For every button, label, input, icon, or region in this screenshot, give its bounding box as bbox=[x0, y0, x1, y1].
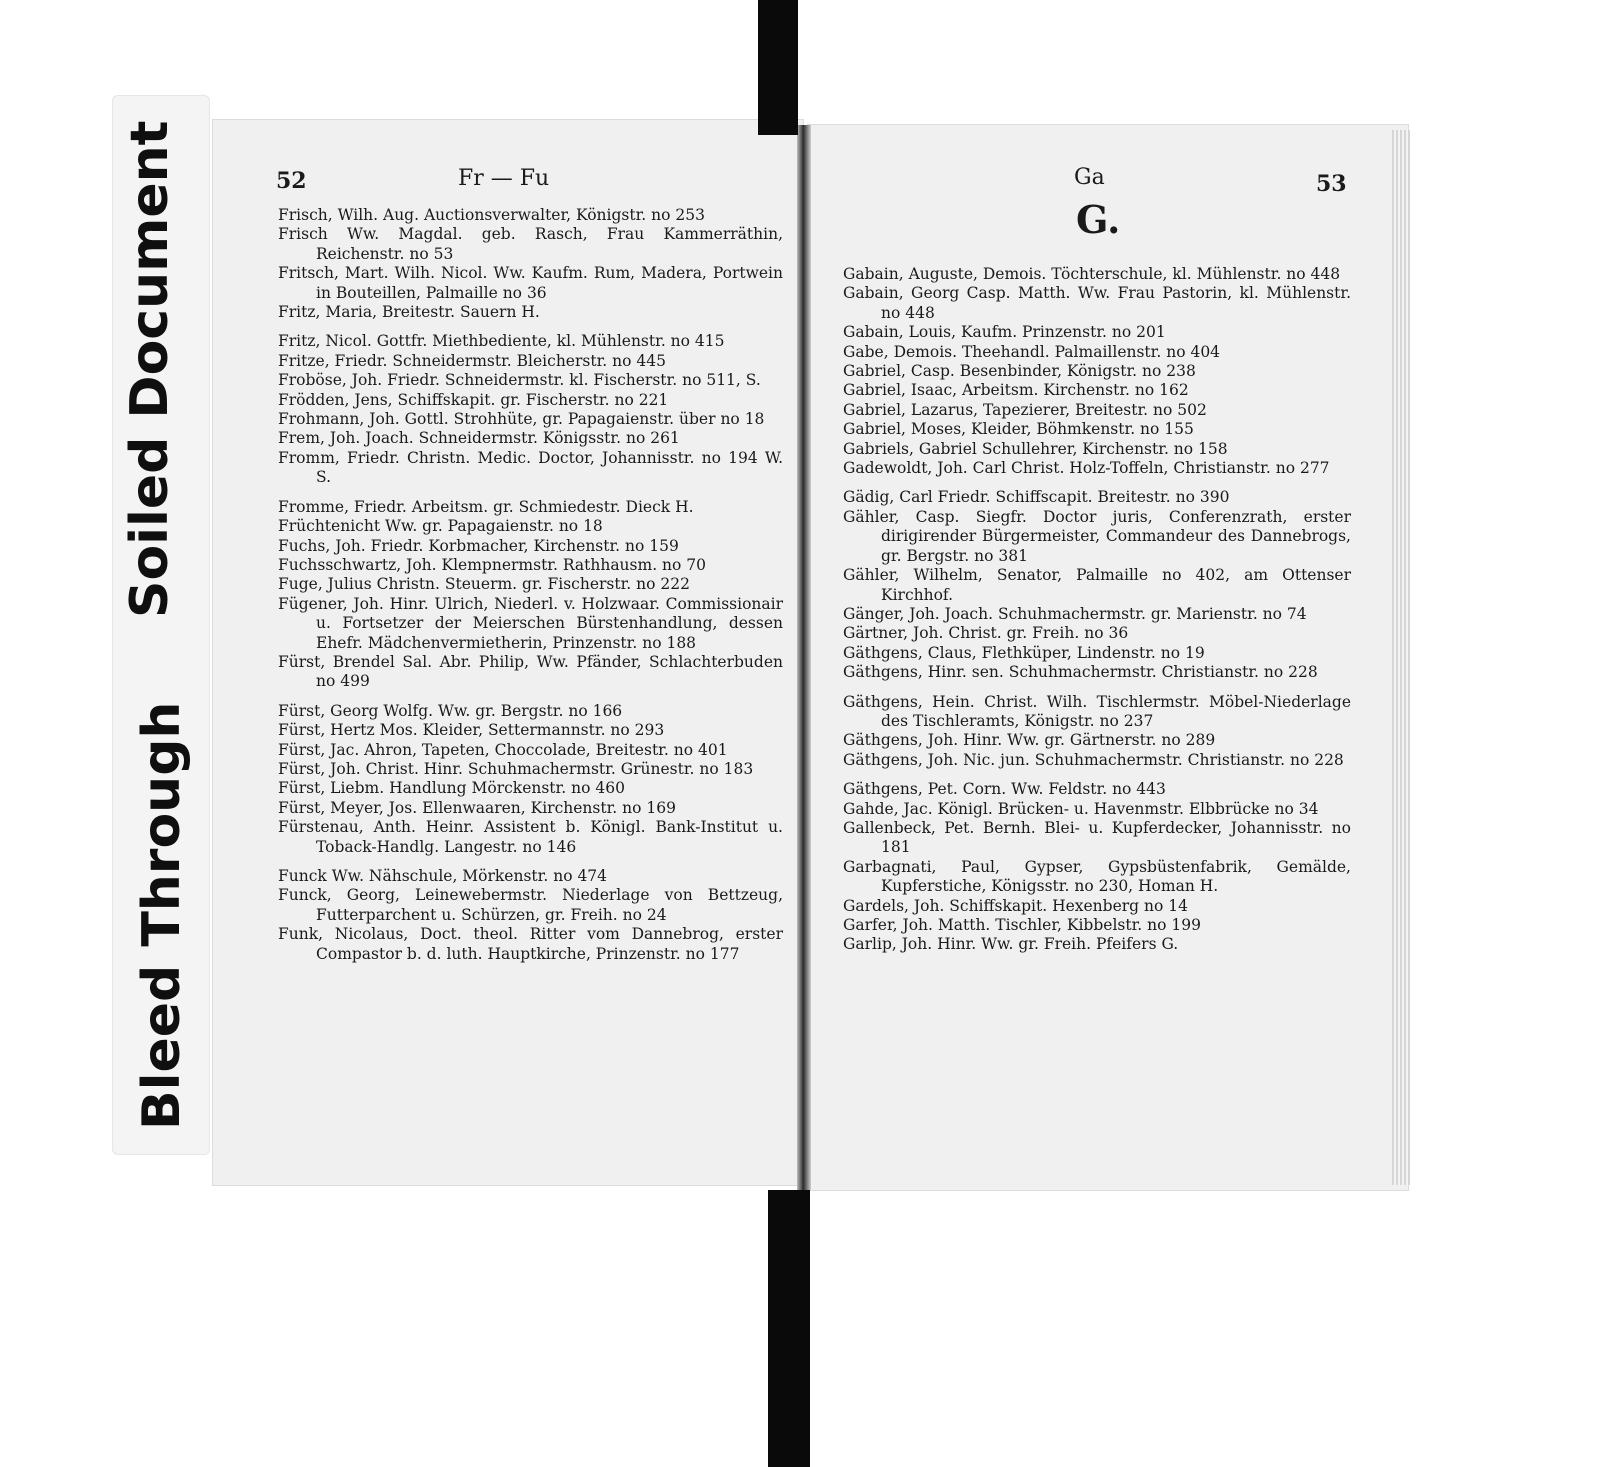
directory-entry: Gäthgens, Claus, Flethküper, Lindenstr. no 19 bbox=[843, 643, 1205, 662]
directory-entry: Gabain, Louis, Kaufm. Prinzenstr. no 201 bbox=[843, 323, 1166, 342]
directory-entry: Frödden, Jens, Schiffskapit. gr. Fischerstr. no 221 bbox=[278, 390, 669, 409]
page-edges bbox=[1392, 130, 1410, 1185]
directory-entry: Fritz, Maria, Breitestr. Sauern H. bbox=[278, 303, 540, 322]
book-gutter bbox=[797, 125, 811, 1190]
directory-entry: Gallenbeck, Pet. Bernh. Blei- u. Kupferdecker, Johannisstr. no 181 bbox=[843, 818, 1351, 857]
left-page-number: 52 bbox=[276, 168, 307, 194]
directory-entry: Fürst, Joh. Christ. Hinr. Schuhmachermstr. Grünestr. no 183 bbox=[278, 759, 754, 778]
directory-entry: Gabriels, Gabriel Schullehrer, Kirchenstr. no 158 bbox=[843, 439, 1228, 458]
directory-entry: Fuchs, Joh. Friedr. Korbmacher, Kirchenstr. no 159 bbox=[278, 536, 679, 555]
directory-entry: Fromm, Friedr. Christn. Medic. Doctor, Johannisstr. no 194 W. S. bbox=[278, 448, 783, 487]
directory-entry: Frisch Ww. Magdal. geb. Rasch, Frau Kammerräthin, Reichenstr. no 53 bbox=[278, 225, 783, 263]
directory-entry: Fürst, Georg Wolfg. Ww. gr. Bergstr. no 166 bbox=[278, 701, 623, 720]
directory-entry: Fuge, Julius Christn. Steuerm. gr. Fischerstr. no 222 bbox=[278, 575, 690, 594]
directory-entry: Fürst, Jac. Ahron, Tapeten, Choccolade, Breitestr. no 401 bbox=[278, 740, 728, 759]
directory-entry: Fürst, Hertz Mos. Kleider, Settermannstr. no 293 bbox=[278, 721, 665, 740]
bleed-through-tag: Bleed Through bbox=[132, 701, 192, 1130]
directory-entry: Funck, Georg, Leinewebermstr. Niederlage von Bettzeug, Futterparchent u. Schürzen, gr. Freih. no 24 bbox=[278, 886, 783, 924]
directory-entry: Gabain, Georg Casp. Matth. Ww. Frau Pastorin, kl. Mühlenstr. no 448 bbox=[843, 284, 1351, 322]
right-entry-list bbox=[843, 265, 1351, 955]
directory-entry: Froböse, Joh. Friedr. Schneidermstr. kl. Fischerstr. no 511, S. bbox=[278, 371, 761, 390]
directory-entry: Gabriel, Lazarus, Tapezierer, Breitestr. no 502 bbox=[843, 400, 1207, 419]
directory-entry: Gähler, Wilhelm, Senator, Palmaille no 402, am Ottenser Kirchhof. bbox=[843, 566, 1351, 604]
directory-entry: Fürst, Liebm. Handlung Mörckenstr. no 460 bbox=[278, 779, 625, 798]
directory-entry: Fuchsschwartz, Joh. Klempnermstr. Rathhausm. no 70 bbox=[278, 555, 707, 574]
directory-entry: Fürstenau, Anth. Heinr. Assistent b. Königl. Bank-Institut u. Toback-Handlg. Langestr. no 146 bbox=[278, 818, 783, 856]
directory-entry: Gädig, Carl Friedr. Schiffscapit. Breitestr. no 390 bbox=[843, 488, 1230, 507]
directory-entry: Frem, Joh. Joach. Schneidermstr. Königsstr. no 261 bbox=[278, 429, 680, 448]
directory-entry: Gardels, Joh. Schiffskapit. Hexenberg no 14 bbox=[843, 896, 1188, 915]
spine-clip-bottom bbox=[768, 1190, 810, 1467]
directory-entry: Fritze, Friedr. Schneidermstr. Bleicherstr. no 445 bbox=[278, 351, 666, 370]
directory-entry: Frohmann, Joh. Gottl. Strohhüte, gr. Papagaienstr. über no 18 bbox=[278, 410, 765, 429]
directory-entry: Gäthgens, Pet. Corn. Ww. Feldstr. no 443 bbox=[843, 780, 1166, 799]
directory-entry: Gäthgens, Joh. Nic. jun. Schuhmachermstr. Christianstr. no 228 bbox=[843, 750, 1344, 769]
directory-entry: Gabain, Auguste, Demois. Töchterschule, kl. Mühlenstr. no 448 bbox=[843, 265, 1341, 283]
directory-entry: Gabriel, Casp. Besenbinder, Königstr. no 238 bbox=[843, 362, 1196, 381]
directory-entry: Frisch, Wilh. Aug. Auctionsverwalter, Königstr. no 253 bbox=[278, 206, 705, 224]
directory-entry: Fromme, Friedr. Arbeitsm. gr. Schmiedestr. Dieck H. bbox=[278, 497, 694, 516]
directory-entry: Fritsch, Mart. Wilh. Nicol. Ww. Kaufm. Rum, Madera, Portwein in Bouteillen, Palmaille no 36 bbox=[278, 264, 783, 302]
directory-entry: Gänger, Joh. Joach. Schuhmachermstr. gr. Marienstr. no 74 bbox=[843, 604, 1307, 623]
directory-entry: Fürst, Brendel Sal. Abr. Philip, Ww. Pfänder, Schlachterbuden no 499 bbox=[278, 652, 783, 691]
directory-entry: Funk, Nicolaus, Doct. theol. Ritter vom Dannebrog, erster Compastor b. d. luth. Hauptkirche, Prinzenstr. no 177 bbox=[278, 925, 783, 963]
section-letter: G. bbox=[1076, 197, 1121, 242]
directory-entry: Gabriel, Moses, Kleider, Böhmkenstr. no 155 bbox=[843, 420, 1194, 439]
directory-entry: Gahde, Jac. Königl. Brücken- u. Havenmstr. Elbbrücke no 34 bbox=[843, 799, 1319, 818]
directory-entry: Gadewoldt, Joh. Carl Christ. Holz-Toffeln, Christianstr. no 277 bbox=[843, 459, 1330, 478]
left-page-header: Fr — Fu bbox=[458, 166, 550, 191]
directory-entry: Gabe, Demois. Theehandl. Palmaillenstr. no 404 bbox=[843, 342, 1221, 361]
directory-entry: Garbagnati, Paul, Gypser, Gypsbüstenfabrik, Gemälde, Kupferstiche, Königsstr. no 230, Homan H. bbox=[843, 857, 1351, 896]
directory-entry: Gäthgens, Joh. Hinr. Ww. gr. Gärtnerstr. no 289 bbox=[843, 731, 1216, 750]
directory-entry: Gabriel, Isaac, Arbeitsm. Kirchenstr. no 162 bbox=[843, 381, 1189, 400]
right-page-number: 53 bbox=[1316, 171, 1347, 197]
directory-entry: Garfer, Joh. Matth. Tischler, Kibbelstr. no 199 bbox=[843, 916, 1201, 934]
directory-entry: Funck Ww. Nähschule, Mörkenstr. no 474 bbox=[278, 867, 608, 885]
directory-entry: Fritz, Nicol. Gottfr. Miethbediente, kl. Mühlenstr. no 415 bbox=[278, 332, 725, 351]
right-page-header: Ga bbox=[1074, 165, 1105, 190]
directory-entry: Gähler, Casp. Siegfr. Doctor juris, Conferenzrath, erster dirigirender Bürgermeister, Commandeur des Dannebrogs, gr. Bergstr. no 381 bbox=[843, 507, 1351, 565]
directory-entry: Fügener, Joh. Hinr. Ulrich, Niederl. v. Holzwaar. Commissionair u. Fortsetzer der Meierschen Bürstenhandlung, dessen Ehefr. Mädchenvermietherin, Prinzenstr. no 188 bbox=[278, 594, 783, 652]
left-entry-list bbox=[278, 206, 783, 964]
directory-entry: Fürst, Meyer, Jos. Ellenwaaren, Kirchenstr. no 169 bbox=[278, 798, 676, 817]
soiled-document-tag: Soiled Document bbox=[120, 120, 180, 618]
directory-entry: Gäthgens, Hinr. sen. Schuhmachermstr. Christianstr. no 228 bbox=[843, 663, 1318, 682]
directory-entry: Gärtner, Joh. Christ. gr. Freih. no 36 bbox=[843, 624, 1129, 643]
spine-clip-top bbox=[758, 0, 798, 135]
directory-entry: Garlip, Joh. Hinr. Ww. gr. Freih. Pfeifers G. bbox=[843, 935, 1179, 954]
directory-entry: Früchtenicht Ww. gr. Papagaienstr. no 18 bbox=[278, 517, 603, 536]
directory-entry: Gäthgens, Hein. Christ. Wilh. Tischlermstr. Möbel-Niederlage des Tischleramts, Königstr. no 237 bbox=[843, 692, 1351, 730]
